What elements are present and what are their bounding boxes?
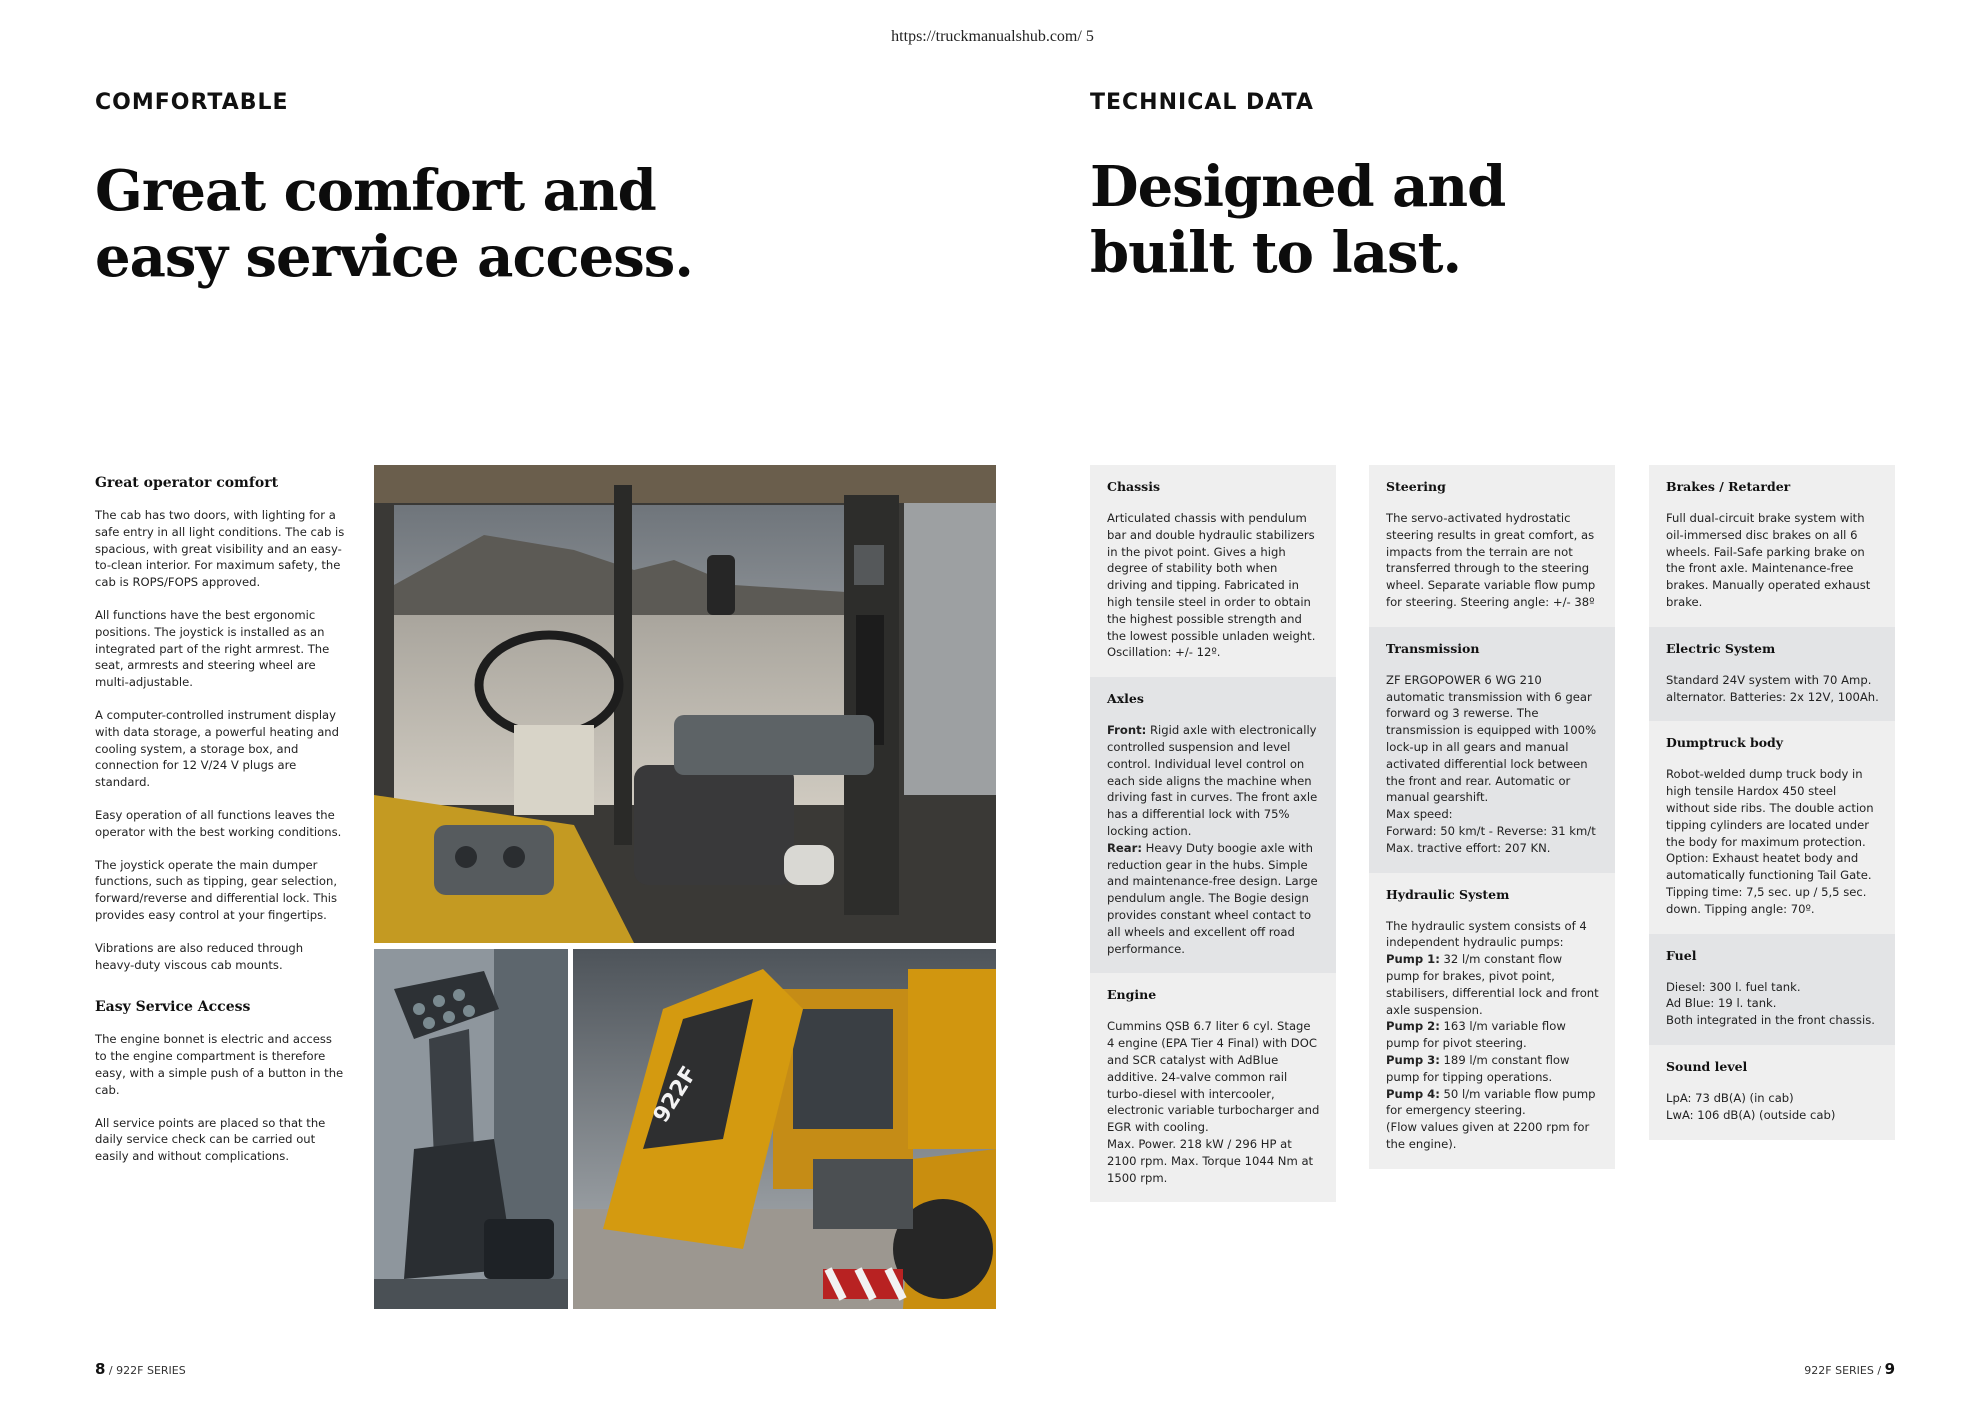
spec-column-3 bbox=[1649, 465, 1895, 1140]
comfort-paragraph: All functions have the best ergonomic positions. The joystick is installed as an integrated part of the right armrest. The seat, armrests and steering wheel are multi-adjustable. bbox=[95, 607, 330, 690]
service-paragraph: The engine bonnet is electric and access to the engine compartment is therefore easy, with a simple push of a button in the cab. bbox=[95, 1032, 344, 1097]
spec-text: Full dual-circuit brake system with oil-immersed disc brakes on all 6 wheels. Fail-Safe parking brake on the front axle. Maintenance-free brakes. Manually operated exhaust brake. bbox=[1666, 511, 1871, 609]
joystick-photo bbox=[374, 949, 568, 1309]
footer-series-label: / 922F SERIES bbox=[105, 1364, 186, 1377]
footer-left bbox=[95, 1360, 186, 1378]
spec-text: Articulated chassis with pendulum bar and double hydraulic stabilizers in the pivot point. Gives a high degree of stability both when driving and tipping. Fabricated in high tensile steel in order to obtain the highest possible strength and the lowest possible unladen weight. Oscillation: +/- 12º. bbox=[1107, 511, 1316, 660]
service-access-title: Easy Service Access bbox=[95, 999, 251, 1016]
comfort-paragraph: Vibrations are also reduced through heavy-duty viscous cab mounts. bbox=[95, 940, 304, 972]
spec-hydraulic-system bbox=[1369, 873, 1615, 1169]
spec-steering bbox=[1369, 465, 1615, 627]
comfort-paragraph: Easy operation of all functions leaves the operator with the best working conditions. bbox=[95, 807, 342, 839]
truck-bonnet-photo bbox=[573, 949, 996, 1309]
footer-right bbox=[1804, 1360, 1895, 1378]
spec-title: Steering bbox=[1386, 479, 1446, 494]
spec-electric-system bbox=[1649, 627, 1895, 722]
spec-title: Brakes / Retarder bbox=[1666, 479, 1791, 494]
page-url[interactable]: https://truckmanualshub.com/ 5 bbox=[891, 28, 1094, 45]
spec-title: Dumptruck body bbox=[1666, 735, 1784, 751]
spec-text: Front: Rigid axle with electronically controlled suspension and level control. Individual level control on each side aligns the machine when driving fast in curves. The front axle has a differential lock with 75% locking action. Rear: Heavy Duty boogie axle with reduction gear in the hubs. Simple and maintenance-free design. Large pendulum angle. The Bogie design provides constant wheel contact to all wheels and excellent off road performance. bbox=[1107, 723, 1318, 956]
right-headline-line-2: built to last. bbox=[1090, 220, 1461, 286]
spec-title: Hydraulic System bbox=[1386, 886, 1510, 902]
spec-column-2 bbox=[1369, 465, 1615, 1169]
spec-title: Fuel bbox=[1666, 947, 1697, 963]
cab-interior-photo bbox=[374, 465, 996, 943]
truck-model-label: 922F bbox=[648, 1062, 703, 1128]
comfortable-kicker: COMFORTABLE bbox=[95, 90, 289, 115]
spec-text: LpA: 73 dB(A) (in cab) LwA: 106 dB(A) (outside cab) bbox=[1666, 1090, 1836, 1122]
spec-transmission bbox=[1369, 627, 1615, 873]
operator-comfort-title: Great operator comfort bbox=[95, 475, 279, 491]
service-paragraph: All service points are placed so that the daily service check can be carried out easily and without complications. bbox=[95, 1115, 326, 1164]
spec-title: Engine bbox=[1107, 987, 1157, 1003]
spec-text: ZF ERGOPOWER 6 WG 210 automatic transmission with 6 gear forward og 3 rewerse. The transmission is equipped with 100% lock-up in all gears and manual activated differential lock between the front and rear. Automatic or manual gearshift. Max speed: Forward: 50 km/t - Reverse: 31 km/t Max. tractive effort: 207 KN. bbox=[1386, 672, 1597, 855]
spec-text: The servo-activated hydrostatic steering results in great comfort, as impacts from the terrain are not transferred through to the steering wheel. Separate variable flow pump for steering. Steering angle: +/- 38º bbox=[1386, 511, 1596, 609]
spec-text: Cummins QSB 6.7 liter 6 cyl. Stage 4 engine (EPA Tier 4 Final) with DOC and SCR catalyst with AdBlue additive. 24-valve common rail turbo-diesel with intercooler, electronic variable turbocharger and EGR with cooling. Max. Power. 218 kW / 296 HP at 2100 rpm. Max. Torque 1044 Nm at 1500 rpm. bbox=[1107, 1019, 1320, 1185]
left-headline-line-2: easy service access. bbox=[95, 224, 693, 290]
comfort-paragraph: The cab has two doors, with lighting for a safe entry in all light conditions. The cab is spacious, with great visibility and an easy-to-clean interior. For maximum safety, the cab is ROPS/FOPS approved. bbox=[95, 508, 345, 590]
spec-sound-level bbox=[1649, 1045, 1895, 1140]
page-number-9: 9 bbox=[1884, 1360, 1895, 1378]
page-number-8: 8 bbox=[95, 1360, 106, 1378]
spec-text: The hydraulic system consists of 4 independent hydraulic pumps: Pump 1: 32 l/m constant flow pump for brakes, pivot point, stabilisers, differential lock and front axle suspension. Pump 2: 163 l/m variable flow pump for pivot steering. Pump 3: 189 l/m constant flow pump for tipping operations. Pump 4: 50 l/m variable flow pump for emergency steering. (Flow values given at 2200 rpm for the engine). bbox=[1386, 918, 1599, 1151]
spec-column-1 bbox=[1090, 465, 1336, 1202]
spec-dumptruck-body bbox=[1649, 721, 1895, 933]
left-headline bbox=[95, 158, 815, 290]
comfort-paragraph: A computer-controlled instrument display with data storage, a powerful heating and cooling system, a storage box, and connection for 12 V/24 V plugs are standard. bbox=[95, 707, 340, 790]
spec-text: Diesel: 300 l. fuel tank. Ad Blue: 19 l. tank. Both integrated in the front chassis. bbox=[1666, 979, 1875, 1028]
spec-title: Electric System bbox=[1666, 640, 1776, 656]
spec-title: Sound level bbox=[1666, 1058, 1748, 1074]
spec-text: Robot-welded dump truck body in high tensile Hardox 450 steel without side ribs. The double action tipping cylinders are located under the body for maximum protection. Option: Exhaust heatet body and automatically functioning Tail Gate. Tipping time: 7,5 sec. up / 5,5 sec. down. Tipping angle: 70º. bbox=[1666, 767, 1874, 916]
spec-text: Standard 24V system with 70 Amp. alternator. Batteries: 2x 12V, 100Ah. bbox=[1666, 672, 1879, 704]
spec-title: Chassis bbox=[1107, 479, 1160, 494]
spec-title: Transmission bbox=[1386, 640, 1480, 656]
right-headline-line-1: Designed and bbox=[1090, 154, 1506, 220]
spec-engine bbox=[1090, 973, 1336, 1202]
right-headline bbox=[1090, 154, 1810, 286]
spec-axles bbox=[1090, 677, 1336, 973]
technical-data-kicker: TECHNICAL DATA bbox=[1090, 90, 1314, 115]
left-headline-line-1: Great comfort and bbox=[95, 158, 656, 224]
spec-fuel bbox=[1649, 934, 1895, 1045]
spec-chassis bbox=[1090, 465, 1336, 677]
comfort-paragraph: The joystick operate the main dumper functions, such as tipping, gear selection, forward/reverse and differential lock. This provides easy control at your fingertips. bbox=[95, 857, 338, 922]
footer-series-label: 922F SERIES / bbox=[1804, 1364, 1885, 1377]
spec-brakes bbox=[1649, 465, 1895, 627]
left-body-text bbox=[95, 475, 345, 1181]
spec-title: Axles bbox=[1107, 691, 1144, 707]
